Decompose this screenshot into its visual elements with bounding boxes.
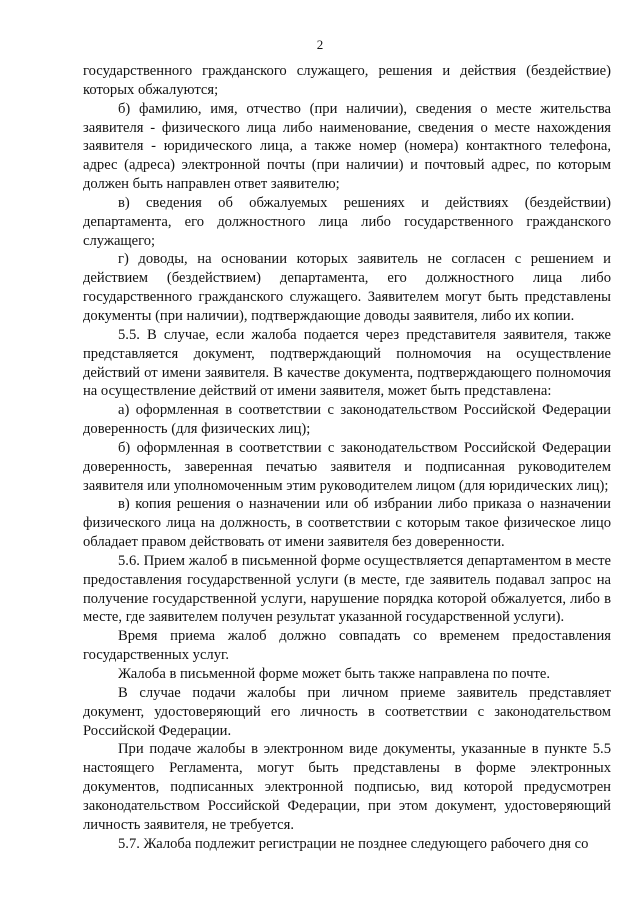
paragraph-item-b: б) фамилию, имя, отчество (при наличии), сведения о месте жительства заявителя - физического лица либо наименование, сведения о месте нахождения заявителя - юридического лица, а также номер (номера) контактного телефона, адрес (адреса) электронной почты (при наличии) и почтовый адрес, по которым должен быть направлен ответ заявителю; [83,100,611,193]
paragraph-5-5: 5.5. В случае, если жалоба подается через представителя заявителя, также представляется документ, подтверждающий полномочия на осуществление действий от имени заявителя. В качестве документа, подтверждающего полномочия на осуществление действий от имени заявителя, может быть представлена: [83,326,611,400]
paragraph-personal-reception: В случае подачи жалобы при личном приеме заявитель представляет документ, удостоверяющий его личность в соответствии с законодательством Российской Федерации. [83,684,611,739]
paragraph-item-v: в) сведения об обжалуемых решениях и действиях (бездействии) департамента, его должностного лица либо государственного гражданского служащего; [83,194,611,249]
paragraph-by-mail: Жалоба в письменной форме может быть также направлена по почте. [118,666,551,682]
paragraph-electronic-submission: При подаче жалобы в электронном виде документы, указанные в пункте 5.5 настоящего Регламента, могут быть представлены в форме электронных документов, подписанных электронной подписью, вид которой предусмотрен законодательством Российской Федерации, при этом документ, удостоверяющий личность заявителя, не требуется. [83,741,611,833]
page-number: 2 [316,37,324,52]
paragraph-continuation: государственного гражданского служащего, решения и действия (бездействие) которых обжалуются; [83,63,611,98]
paragraph-5-5-v: в) копия решения о назначении или об избрании либо приказа о назначении физического лица на должность, в соответствии с которым такое физическое лицо обладает правом действовать от имени заявителя без доверенности. [83,496,611,551]
paragraph-5-5-a: а) оформленная в соответствии с законодательством Российской Федерации доверенность (для физических лиц); [83,402,611,438]
document-body [83,62,611,853]
paragraph-reception-time: Время приема жалоб должно совпадать со временем предоставления государственных услуг. [83,628,611,664]
paragraph-5-5-b: б) оформленная в соответствии с законодательством Российской Федерации доверенность, заверенная печатью заявителя и подписанная руководителем заявителя или уполномоченным этим руководителем лицом (для юридических лиц); [83,439,611,494]
paragraph-5-7: 5.7. Жалоба подлежит регистрации не позднее следующего рабочего дня со [118,835,589,852]
paragraph-item-g: г) доводы, на основании которых заявитель не согласен с решением и действием (бездействием) департамента, его должностного лица либо государственного гражданского служащего. Заявителем могут быть представлены документы (при наличии), подтверждающие доводы заявителя, либо их копии. [83,251,611,324]
paragraph-5-6: 5.6. Прием жалоб в письменной форме осуществляется департаментом в месте предоставления государственной услуги (в месте, где заявитель подавал запрос на получение государственной услуги, нарушение порядка которой обжалуется, либо в месте, где заявителем получен результат указанной государственной услуги). [83,552,611,626]
